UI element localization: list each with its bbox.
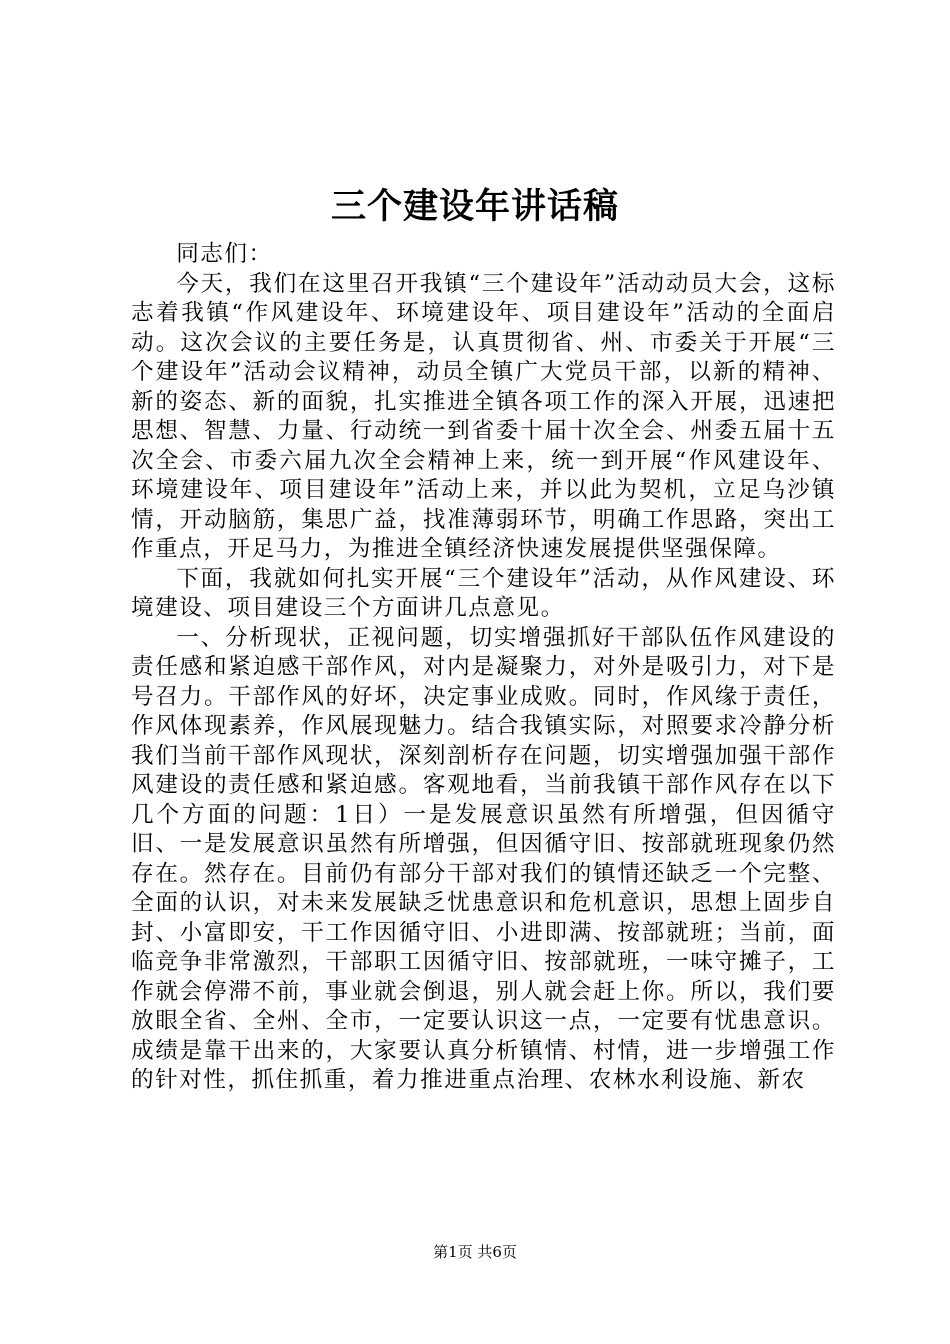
salutation-paragraph: 同志们： xyxy=(176,241,273,267)
section-one-paragraph: 一、分析现状，正视问题，切实增强抓好干部队伍作风建设的责任感和紧迫感干部作风，对内是凝聚力，对外是吸引力，对下是号召力。干部作风的好坏，决定事业成败。同时，作风缘于责任，作风体现素养，作风展现魅力。结合我镇实际，对照要求冷静分析我们当前干部作风现状，深刻剖析存在问题，切实增强加强干部作风建设的责任感和紧迫感。客观地看，当前我镇干部作风存在以下几个方面的问题：1日）一是发展意识虽然有所增强，但因循守旧、一是发展意识虽然有所增强，但因循守旧、按部就班现象仍然存在。然存在。目前仍有部分干部对我们的镇情还缺乏一个完整、全面的认识，对未来发展缺乏忧患意识和危机意识，思想上固步自封、小富即安，干工作因循守旧、小进即满、按部就班；当前，面临竞争非常激烈，干部职工因循守旧、按部就班，一味守摊子，工作就会停滞不前，事业就会倒退，别人就会赶上你。所以，我们要放眼全省、全州、全市，一定要认识这一点，一定要有忧患意识。成绩是靠干出来的，大家要认真分析镇情、村情，进一步增强工作的针对性，抓住抓重，着力推进重点治理、农林水利设施、新农 xyxy=(131,624,836,1093)
document-title: 三个建设年讲话稿 xyxy=(330,186,619,227)
page-footer: 第1页 共6页 xyxy=(433,1243,517,1261)
document-body xyxy=(131,240,836,1096)
opening-paragraph: 今天，我们在这里召开我镇“三个建设年”活动动员大会，这标志着我镇“作风建设年、环境建设年、项目建设年”活动的全面启动。这次会议的主要任务是，认真贯彻省、州、市委关于开展“三个建设年”活动会议精神，动员全镇广大党员干部，以新的精神、新的姿态、新的面貌，扎实推进全镇各项工作的深入开展，迅速把思想、智慧、力量、行动统一到省委十届十次全会、州委五届十五次全会、市委六届九次全会精神上来，统一到开展“作风建设年、环境建设年、项目建设年”活动上来，并以此为契机，立足乌沙镇情，开动脑筋，集思广益，找准薄弱环节，明确工作思路，突出工作重点，开足马力，为推进全镇经济快速发展提供坚强保障。 xyxy=(131,270,836,562)
outline-paragraph: 下面，我就如何扎实开展“三个建设年”活动，从作风建设、环境建设、项目建设三个方面讲几点意见。 xyxy=(131,565,836,621)
